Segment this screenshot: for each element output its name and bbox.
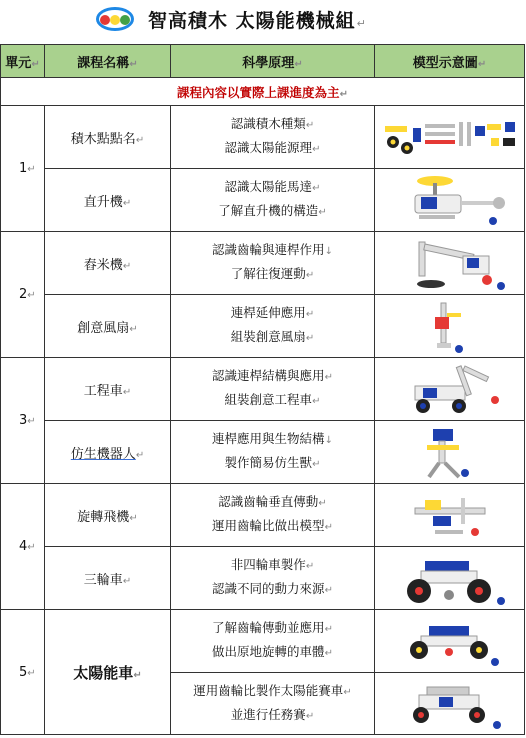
table-row — [1, 358, 525, 421]
science-principle: 連桿延伸應用↵ 組裝創意風扇↵ — [171, 295, 375, 358]
course-name: 三輪車↵ — [45, 547, 171, 610]
title-bar — [0, 0, 526, 40]
fan-model-icon — [375, 297, 525, 355]
model-image — [375, 610, 525, 673]
science-principle: 認識齒輪與連桿作用↓ 了解往復運動↵ — [171, 232, 375, 295]
column-header-science: 科學原理↵ — [171, 45, 375, 78]
course-name: 創意風扇↵ — [45, 295, 171, 358]
table-row — [1, 295, 525, 358]
science-principle: 認識太陽能馬達↵ 了解直升機的構造↵ — [171, 169, 375, 232]
course-name: 直升機↵ — [45, 169, 171, 232]
course-name: 太陽能車↵ — [45, 610, 171, 735]
solar-car-model-icon — [375, 612, 525, 670]
model-image — [375, 106, 525, 169]
science-principle: 非四輪車製作↵ 認識不同的動力來源↵ — [171, 547, 375, 610]
table-row — [1, 232, 525, 295]
model-image — [375, 358, 525, 421]
course-table — [0, 44, 525, 735]
schedule-note: 課程內容以實際上課進度為主↵ — [1, 78, 525, 106]
table-row — [1, 421, 525, 484]
gigo-logo — [95, 5, 135, 33]
race-car-model-icon — [375, 675, 525, 733]
unit-number: 2↵ — [1, 232, 45, 358]
unit-number: 3↵ — [1, 358, 45, 484]
model-image — [375, 421, 525, 484]
excavator-model-icon — [375, 360, 525, 418]
column-header-model: 模型示意圖↵ — [375, 45, 525, 78]
model-image — [375, 295, 525, 358]
tricycle-model-icon — [375, 549, 525, 607]
parts-set-icon — [375, 108, 525, 166]
model-image — [375, 484, 525, 547]
header-row — [1, 45, 525, 78]
table-row — [1, 547, 525, 610]
science-principle: 認識連桿結構與應用↵ 組裝創意工程車↵ — [171, 358, 375, 421]
course-name: 仿生機器人↵ — [45, 421, 171, 484]
model-image — [375, 232, 525, 295]
science-principle: 連桿應用與生物結構↓ 製作簡易仿生獸↵ — [171, 421, 375, 484]
page-title: 智高積木 太陽能機械組↵ — [148, 10, 367, 32]
model-image — [375, 169, 525, 232]
course-name: 舂米機↵ — [45, 232, 171, 295]
unit-number: 4↵ — [1, 484, 45, 610]
column-header-unit: 單元↵ — [1, 45, 45, 78]
table-row — [1, 484, 525, 547]
column-header-course-name: 課程名稱↵ — [45, 45, 171, 78]
helicopter-model-icon — [375, 171, 525, 229]
table-row — [1, 610, 525, 673]
rice-pounder-model-icon — [375, 234, 525, 292]
table-row — [1, 106, 525, 169]
science-principle: 認識齒輪垂直傳動↵ 運用齒輪比做出模型↵ — [171, 484, 375, 547]
unit-number: 5↵ — [1, 610, 45, 735]
science-principle: 運用齒輪比製作太陽能賽車↵ 並進行任務賽↵ — [171, 673, 375, 735]
science-principle: 了解齒輪傳動並應用↵ 做出原地旋轉的車體↵ — [171, 610, 375, 673]
table-row — [1, 169, 525, 232]
airplane-model-icon — [375, 486, 525, 544]
unit-number: 1↵ — [1, 106, 45, 232]
course-name: 積木點點名↵ — [45, 106, 171, 169]
model-image — [375, 673, 525, 735]
course-name: 旋轉飛機↵ — [45, 484, 171, 547]
course-name: 工程車↵ — [45, 358, 171, 421]
robot-model-icon — [375, 423, 525, 481]
model-image — [375, 547, 525, 610]
science-principle: 認識積木種類↵ 認識太陽能源理↵ — [171, 106, 375, 169]
